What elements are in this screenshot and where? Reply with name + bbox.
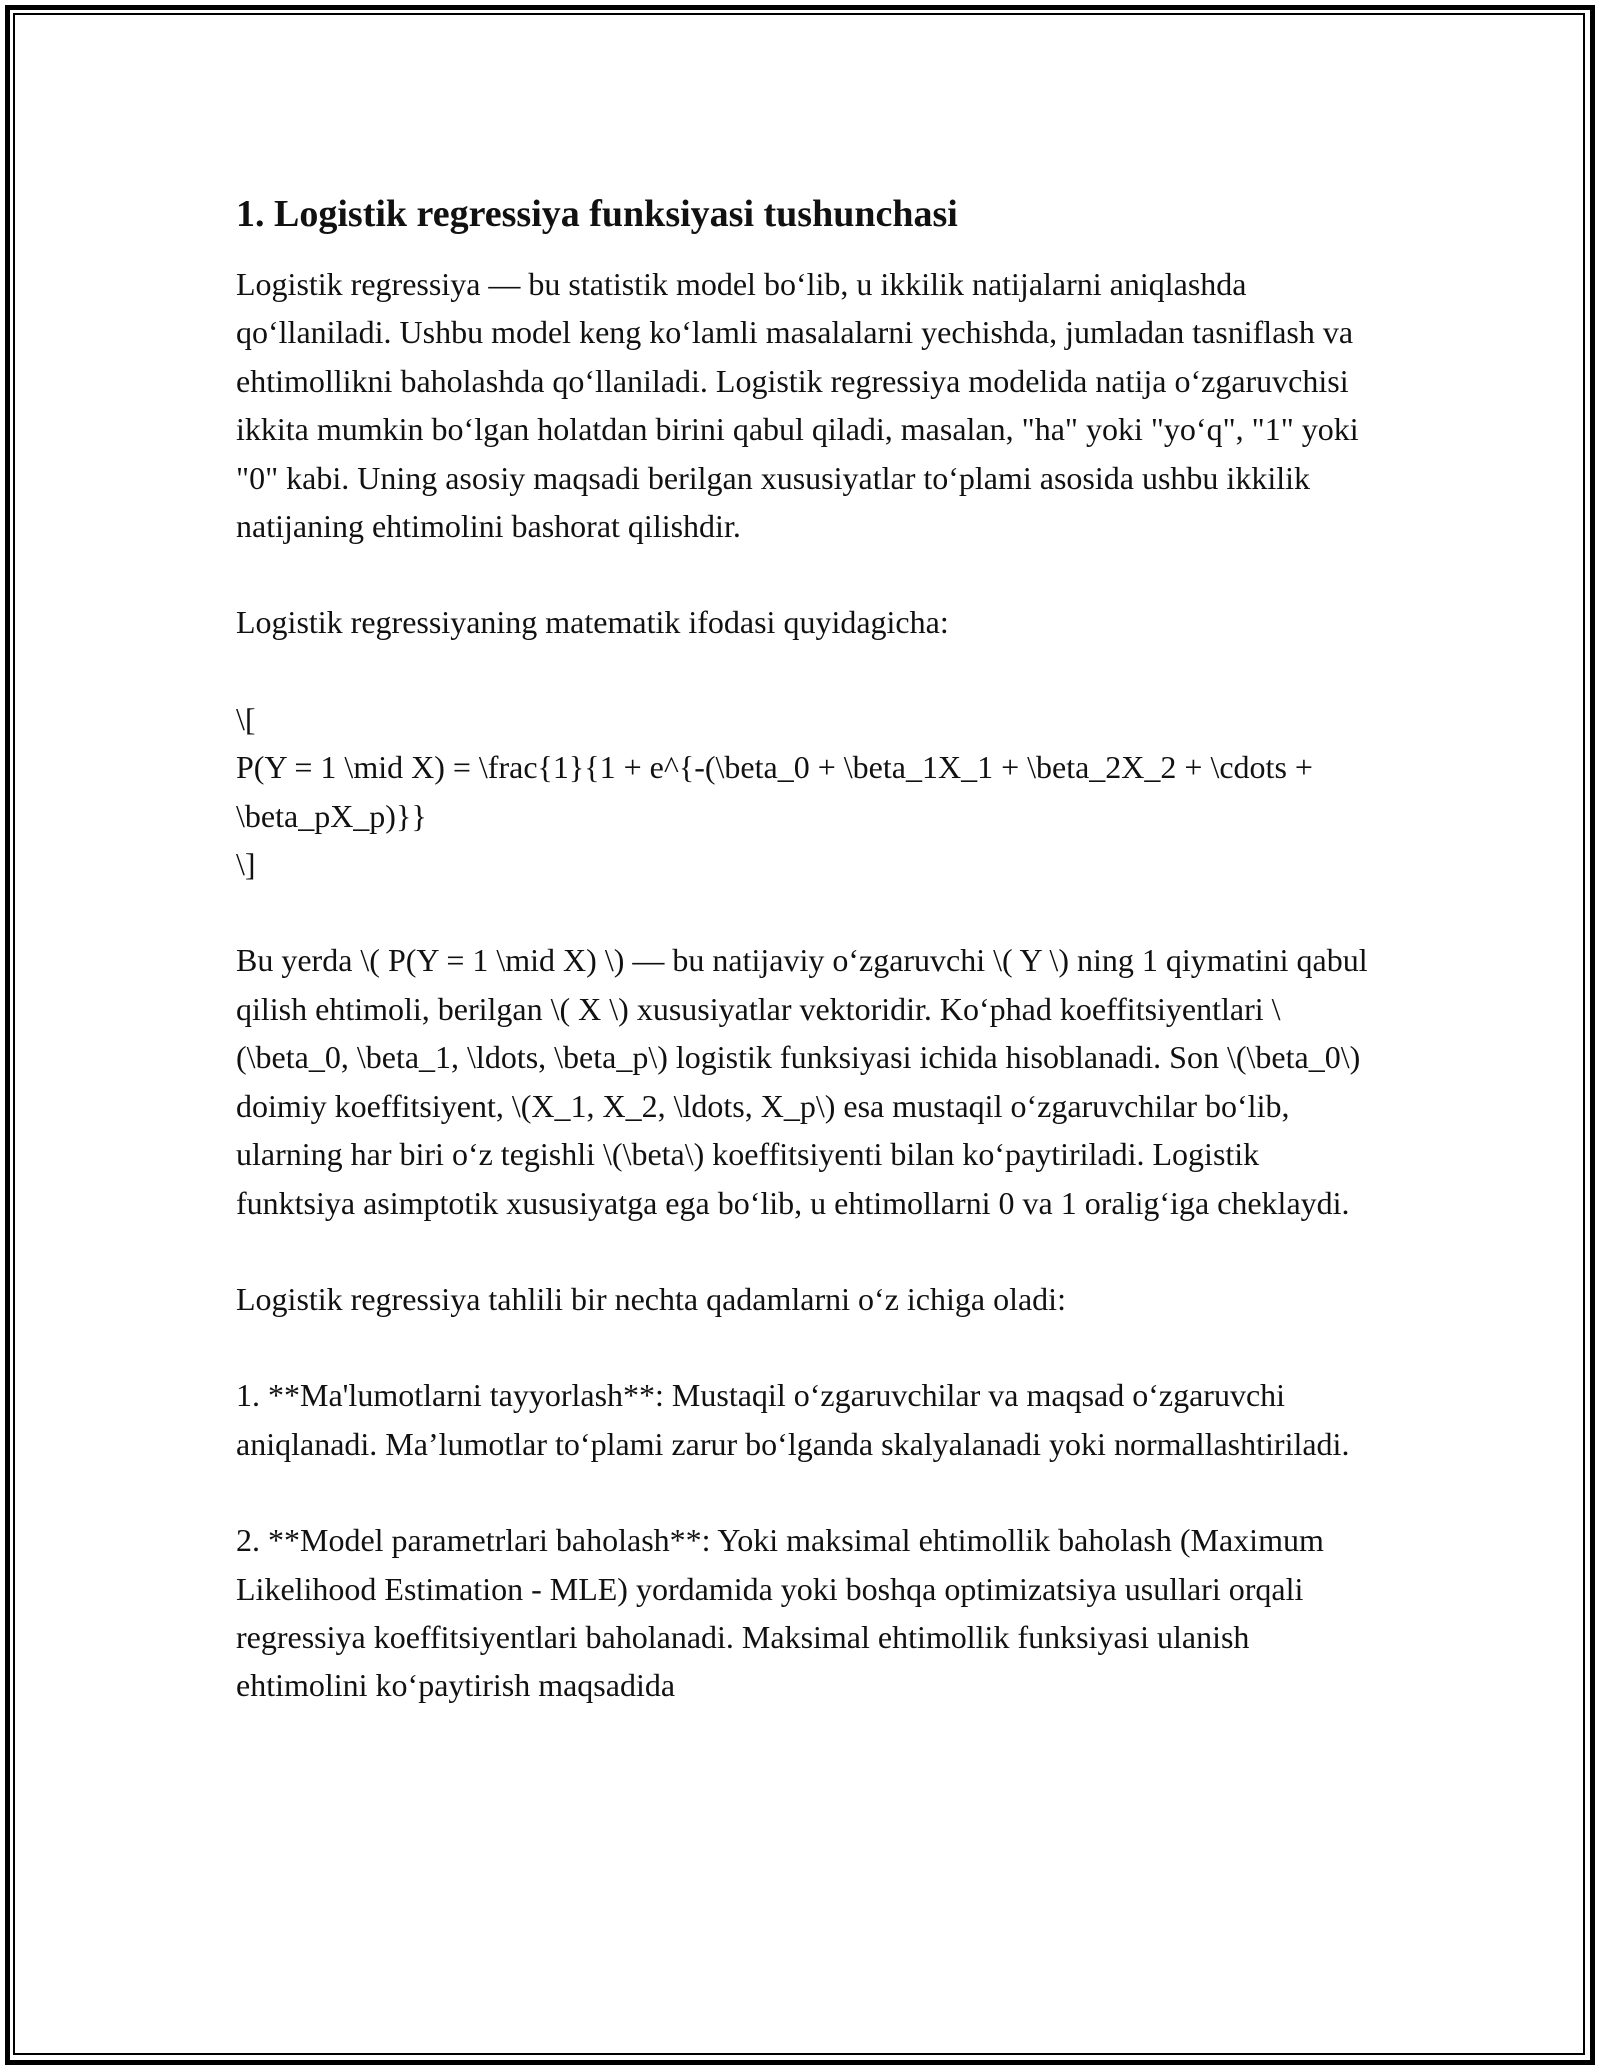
step-1-paragraph: 1. **Ma'lumotlarni tayyorlash**: Mustaqil o‘zgaruvchilar va maqsad o‘zgaruvchi aniqlanadi. Ma’lumotlar to‘plami zarur bo‘lganda skalyalanadi yoki normallashtiriladi.: [236, 1377, 1350, 1462]
formula-close-delimiter: \]: [236, 846, 256, 883]
formula-body: P(Y = 1 \mid X) = \frac{1}{1 + e^{-(\beta_0 + \beta_1X_1 + \beta_2X_2 + \cdots + \beta_pX_p)}}: [236, 749, 1313, 834]
steps-intro-paragraph: Logistik regressiya tahlili bir nechta qadamlarni o‘z ichiga oladi:: [236, 1280, 1066, 1317]
formula-block: [236, 695, 1376, 889]
step-2-paragraph: 2. **Model parametrlari baholash**: Yoki maksimal ehtimollik baholash (Maximum Likelihood Estimation - MLE) yordamida yoki boshqa optimizatsiya usullari orqali regressiya koeffitsiyentlari baholanadi. Maksimal ehtimollik funksiyasi ulanish ehtimolini ko‘paytirish maqsadida: [236, 1522, 1324, 1704]
formula-open-delimiter: \[: [236, 700, 256, 737]
document-body: [236, 186, 1376, 1758]
section-heading: 1. Logistik regressiya funksiyasi tushunchasi: [236, 193, 958, 235]
intro-paragraph: Logistik regressiya — bu statistik model bo‘lib, u ikkilik natijalarni aniqlashda qo‘llaniladi. Ushbu model keng ko‘lamli masalalarni yechishda, jumladan tasniflash va ehtimollikni baholashda qo‘llaniladi. Logistik regressiya modelida natija o‘zgaruvchisi ikkita mumkin bo‘lgan holatdan birini qabul qiladi, masalan, "ha" yoki "yo‘q", "1" yoki "0" kabi. Uning asosiy maqsadi berilgan xususiyatlar to‘plami asosida ushbu ikkilik natijaning ehtimolini bashorat qilishdir.: [236, 266, 1359, 545]
explanation-paragraph: Bu yerda \( P(Y = 1 \mid X) \) — bu natijaviy o‘zgaruvchi \( Y \) ning 1 qiymatini qabul qilish ehtimoli, berilgan \( X \) xususiyatlar vektoridir. Ko‘phad koeffitsiyentlari \(\beta_0, \beta_1, \ldots, \beta_p\) logistik funksiyasi ichida hisoblanadi. Son \(\beta_0\) doimiy koeffitsiyent, \(X_1, X_2, \ldots, X_p\) esa mustaqil o‘zgaruvchilar bo‘lib, ularning har biri o‘z tegishli \(\beta\) koeffitsiyenti bilan ko‘paytiriladi. Logistik funktsiya asimptotik xususiyatga ega bo‘lib, u ehtimollarni 0 va 1 oralig‘iga cheklaydi.: [236, 942, 1368, 1221]
formula-intro-paragraph: Logistik regressiyaning matematik ifodasi quyidagicha:: [236, 604, 949, 641]
